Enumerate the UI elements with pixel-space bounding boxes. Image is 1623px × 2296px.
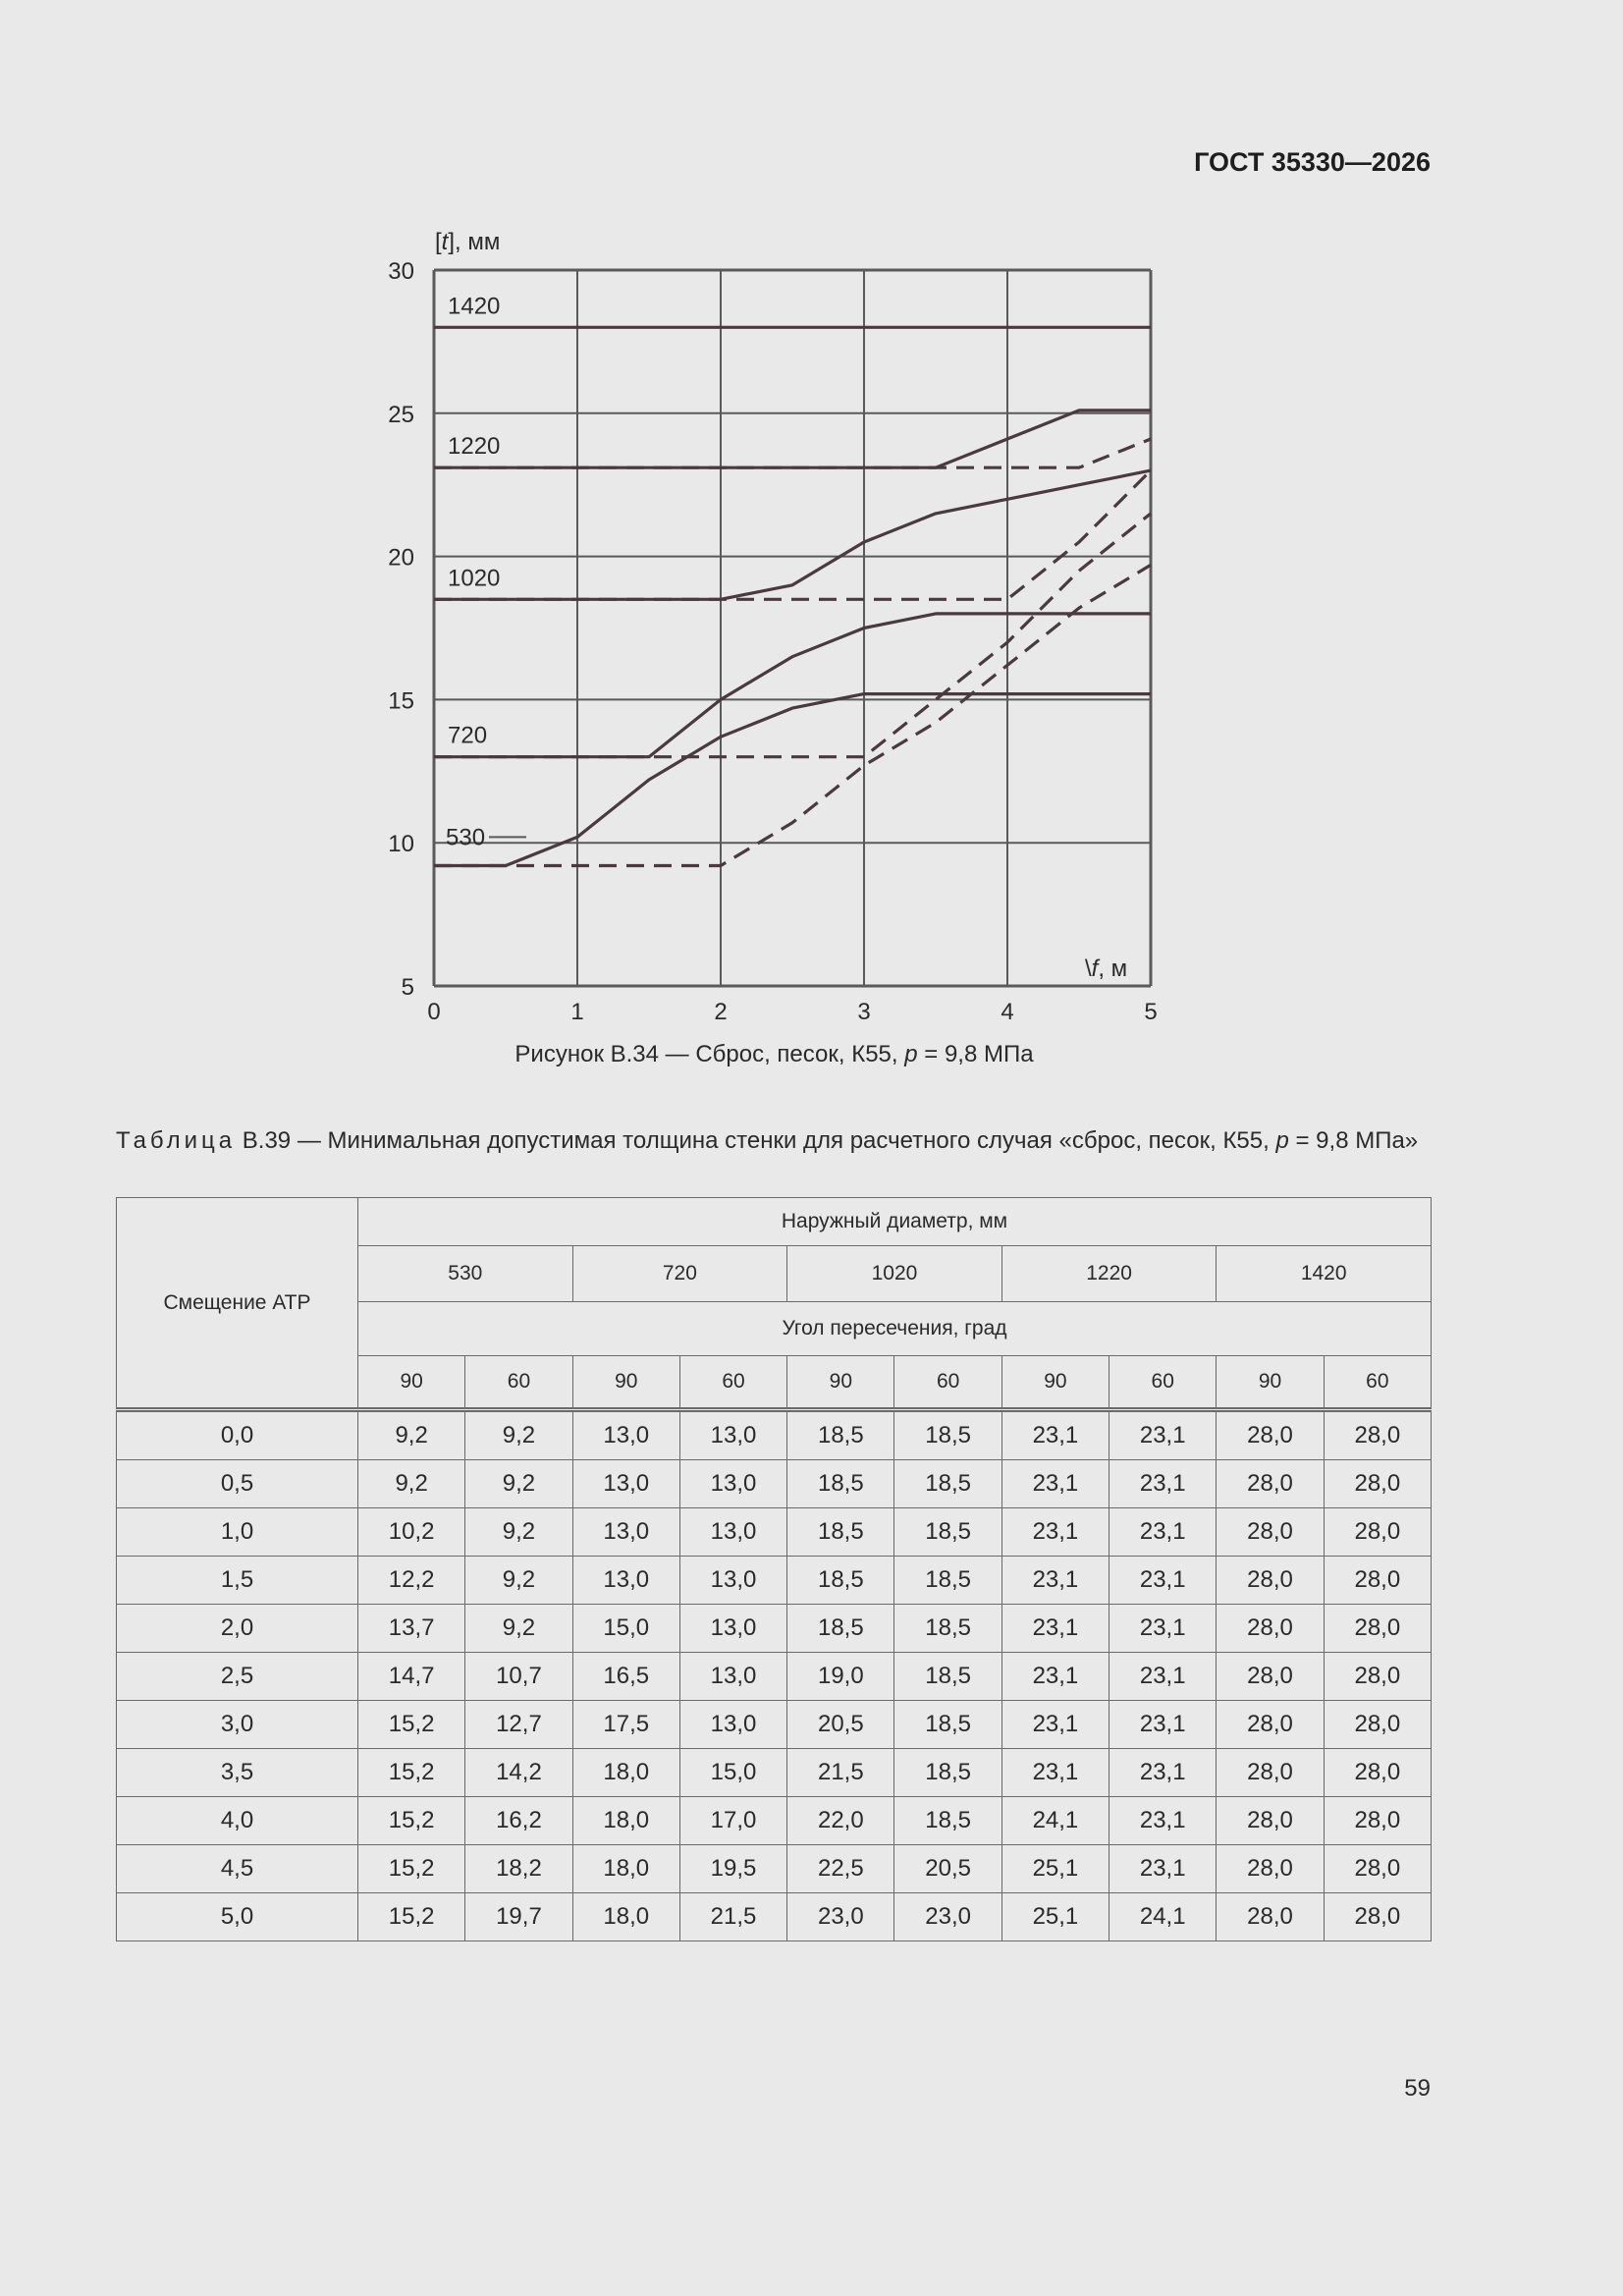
thickness-cell: 24,1 (1001, 1797, 1109, 1845)
table-row (117, 1749, 1432, 1797)
thickness-cell: 25,1 (1001, 1893, 1109, 1941)
table-label: Таблица (116, 1127, 237, 1154)
thickness-cell: 23,1 (1001, 1653, 1109, 1701)
thickness-cell: 19,5 (679, 1845, 786, 1893)
thickness-cell: 23,1 (1109, 1653, 1217, 1701)
y-axis-label: [t], мм (435, 229, 501, 255)
diameter-header-cell: 720 (572, 1246, 787, 1302)
thickness-cell: 28,0 (1324, 1797, 1431, 1845)
thickness-cell: 28,0 (1324, 1460, 1431, 1508)
thickness-cell: 28,0 (1217, 1410, 1324, 1460)
series-line-solid (434, 470, 1151, 599)
angle-cell: 60 (894, 1356, 1001, 1410)
thickness-cell: 17,0 (679, 1797, 786, 1845)
thickness-cell: 10,7 (465, 1653, 572, 1701)
offset-cell: 2,0 (117, 1605, 358, 1653)
thickness-cell: 19,0 (787, 1653, 894, 1701)
thickness-cell: 15,2 (358, 1893, 465, 1941)
thickness-cell: 18,5 (894, 1653, 1001, 1701)
thickness-cell: 23,1 (1001, 1749, 1109, 1797)
thickness-cell: 23,0 (894, 1893, 1001, 1941)
thickness-cell: 22,5 (787, 1845, 894, 1893)
angle-cell: 90 (572, 1356, 679, 1410)
table-row (117, 1653, 1432, 1701)
angle-cell: 60 (1324, 1356, 1431, 1410)
thickness-cell: 9,2 (465, 1460, 572, 1508)
thickness-cell: 18,0 (572, 1797, 679, 1845)
series-line-dashed (434, 565, 1151, 865)
angle-cell: 60 (465, 1356, 572, 1410)
thickness-cell: 23,1 (1109, 1797, 1217, 1845)
thickness-cell: 9,2 (465, 1557, 572, 1605)
thickness-cell: 28,0 (1217, 1460, 1324, 1508)
chart-labels (388, 258, 1157, 1025)
thickness-cell: 21,5 (679, 1893, 786, 1941)
thickness-cell: 15,2 (358, 1701, 465, 1749)
thickness-cell: 13,0 (572, 1557, 679, 1605)
thickness-cell: 23,1 (1109, 1508, 1217, 1557)
thickness-cell: 28,0 (1324, 1893, 1431, 1941)
thickness-cell: 28,0 (1217, 1845, 1324, 1893)
chart-series (434, 327, 1151, 865)
thickness-cell: 28,0 (1217, 1653, 1324, 1701)
thickness-cell: 19,7 (465, 1893, 572, 1941)
thickness-cell: 22,0 (787, 1797, 894, 1845)
x-tick-label: 1 (570, 999, 584, 1025)
x-tick-label: 2 (714, 999, 728, 1025)
thickness-cell: 23,1 (1109, 1605, 1217, 1653)
thickness-cell: 23,1 (1109, 1410, 1217, 1460)
angle-cell: 90 (1217, 1356, 1324, 1410)
offset-cell: 4,0 (117, 1797, 358, 1845)
thickness-cell: 28,0 (1324, 1410, 1431, 1460)
diameter-header-cell: 1420 (1217, 1246, 1432, 1302)
thickness-cell: 15,0 (572, 1605, 679, 1653)
thickness-cell: 18,5 (894, 1605, 1001, 1653)
thickness-cell: 12,7 (465, 1701, 572, 1749)
thickness-cell: 18,5 (894, 1797, 1001, 1845)
thickness-cell: 13,0 (679, 1508, 786, 1557)
thickness-cell: 23,1 (1001, 1701, 1109, 1749)
series-line-solid (434, 694, 1151, 866)
thickness-cell: 18,5 (894, 1460, 1001, 1508)
thickness-cell: 14,7 (358, 1653, 465, 1701)
thickness-cell: 28,0 (1217, 1605, 1324, 1653)
thickness-cell: 18,5 (894, 1508, 1001, 1557)
thickness-cell: 9,2 (465, 1605, 572, 1653)
series-line-solid (434, 410, 1151, 467)
y-tick-label: 15 (388, 687, 414, 715)
thickness-cell: 20,5 (787, 1701, 894, 1749)
thickness-cell: 28,0 (1217, 1557, 1324, 1605)
series-line-dashed (434, 470, 1151, 599)
diameter-label: 1420 (448, 293, 501, 320)
figure-caption: Рисунок В.34 — Сброс, песок, К55, p = 9,8 МПа (514, 1041, 1034, 1067)
thickness-cell: 21,5 (787, 1749, 894, 1797)
thickness-cell: 13,0 (572, 1460, 679, 1508)
table-row (117, 1845, 1432, 1893)
page-number: 59 (1404, 2075, 1431, 2102)
thickness-cell: 23,1 (1001, 1605, 1109, 1653)
angle-cell: 90 (358, 1356, 465, 1410)
thickness-cell: 9,2 (465, 1410, 572, 1460)
thickness-cell: 15,2 (358, 1797, 465, 1845)
thickness-cell: 14,2 (465, 1749, 572, 1797)
standard-designation: ГОСТ 35330—2026 (1194, 147, 1431, 177)
chart-grid (434, 270, 1151, 986)
thickness-cell: 18,0 (572, 1893, 679, 1941)
angle-header-cell: Угол пересечения, град (358, 1302, 1432, 1356)
y-tick-label: 30 (388, 258, 414, 285)
offset-cell: 0,5 (117, 1460, 358, 1508)
x-axis-label: \f, м (1085, 956, 1128, 982)
thickness-cell: 18,5 (787, 1557, 894, 1605)
diameter-header-cell: 1220 (1001, 1246, 1217, 1302)
thickness-cell: 10,2 (358, 1508, 465, 1557)
x-tick-label: 3 (857, 999, 871, 1025)
thickness-cell: 18,0 (572, 1845, 679, 1893)
thickness-cell: 16,2 (465, 1797, 572, 1845)
thickness-cell: 13,0 (679, 1410, 786, 1460)
thickness-cell: 25,1 (1001, 1845, 1109, 1893)
offset-cell: 0,0 (117, 1410, 358, 1460)
y-tick-label: 5 (401, 974, 414, 1001)
thickness-cell: 18,5 (894, 1701, 1001, 1749)
thickness-cell: 18,2 (465, 1845, 572, 1893)
offset-cell: 3,5 (117, 1749, 358, 1797)
angle-cell: 90 (787, 1356, 894, 1410)
group-header-cell: Наружный диаметр, мм (358, 1198, 1432, 1246)
thickness-cell: 28,0 (1217, 1893, 1324, 1941)
thickness-cell: 24,1 (1109, 1893, 1217, 1941)
thickness-cell: 28,0 (1324, 1557, 1431, 1605)
offset-cell: 5,0 (117, 1893, 358, 1941)
table-row (117, 1893, 1432, 1941)
thickness-cell: 9,2 (358, 1460, 465, 1508)
thickness-cell: 18,5 (894, 1749, 1001, 1797)
table-row (117, 1605, 1432, 1653)
diameter-label: 530 (446, 824, 486, 851)
diameter-header-cell: 530 (358, 1246, 573, 1302)
table-row (117, 1460, 1432, 1508)
thickness-cell: 9,2 (358, 1410, 465, 1460)
offset-cell: 4,5 (117, 1845, 358, 1893)
thickness-cell: 13,0 (679, 1701, 786, 1749)
thickness-cell: 18,0 (572, 1749, 679, 1797)
y-tick-label: 20 (388, 544, 414, 572)
table-row (117, 1410, 1432, 1460)
thickness-cell: 18,5 (894, 1410, 1001, 1460)
x-tick-label: 0 (427, 999, 441, 1025)
thickness-cell: 13,0 (679, 1605, 786, 1653)
x-tick-label: 5 (1144, 999, 1158, 1025)
thickness-cell: 28,0 (1324, 1653, 1431, 1701)
thickness-cell: 13,0 (679, 1460, 786, 1508)
thickness-cell: 28,0 (1217, 1701, 1324, 1749)
series-line-dashed (434, 514, 1151, 757)
table-row (117, 1797, 1432, 1845)
thickness-cell: 15,2 (358, 1749, 465, 1797)
thickness-cell: 16,5 (572, 1653, 679, 1701)
offset-cell: 3,0 (117, 1701, 358, 1749)
table-row (117, 1557, 1432, 1605)
thickness-cell: 18,5 (894, 1557, 1001, 1605)
thickness-cell: 23,1 (1001, 1460, 1109, 1508)
thickness-cell: 28,0 (1324, 1508, 1431, 1557)
series-line-solid (434, 614, 1151, 757)
thickness-cell: 28,0 (1324, 1749, 1431, 1797)
x-tick-label: 4 (1001, 999, 1014, 1025)
thickness-cell: 18,5 (787, 1605, 894, 1653)
thickness-cell: 23,1 (1109, 1460, 1217, 1508)
thickness-cell: 18,5 (787, 1508, 894, 1557)
thickness-cell: 12,2 (358, 1557, 465, 1605)
thickness-cell: 13,0 (679, 1557, 786, 1605)
thickness-cell: 23,1 (1001, 1410, 1109, 1460)
table-row (117, 1701, 1432, 1749)
row-header-cell: Смещение АТР (117, 1198, 358, 1410)
diameter-header-cell: 1020 (787, 1246, 1002, 1302)
thickness-cell: 28,0 (1324, 1701, 1431, 1749)
thickness-table (116, 1197, 1432, 1941)
diameter-label: 1220 (448, 433, 501, 461)
thickness-cell: 23,1 (1001, 1557, 1109, 1605)
thickness-cell: 20,5 (894, 1845, 1001, 1893)
table-title: Таблица В.39 — Минимальная допустимая толщина стенки для расчетного случая «сброс, песок, К55, p = 9,8 МПа» (116, 1127, 1419, 1154)
series-line-dashed (434, 439, 1151, 467)
diameter-label: 1020 (448, 565, 501, 592)
thickness-cell: 28,0 (1217, 1749, 1324, 1797)
thickness-cell: 17,5 (572, 1701, 679, 1749)
thickness-cell: 9,2 (465, 1508, 572, 1557)
thickness-cell: 23,1 (1001, 1508, 1109, 1557)
thickness-cell: 23,1 (1109, 1845, 1217, 1893)
angle-cell: 60 (679, 1356, 786, 1410)
diameter-label: 720 (448, 722, 488, 749)
offset-cell: 1,0 (117, 1508, 358, 1557)
angle-cell: 60 (1109, 1356, 1217, 1410)
thickness-cell: 28,0 (1217, 1508, 1324, 1557)
thickness-cell: 18,5 (787, 1460, 894, 1508)
thickness-cell: 13,0 (679, 1653, 786, 1701)
offset-cell: 1,5 (117, 1557, 358, 1605)
offset-cell: 2,5 (117, 1653, 358, 1701)
thickness-cell: 23,1 (1109, 1749, 1217, 1797)
thickness-cell: 28,0 (1324, 1845, 1431, 1893)
thickness-chart (0, 0, 1623, 1041)
y-tick-label: 25 (388, 401, 414, 428)
angle-cell: 90 (1001, 1356, 1109, 1410)
thickness-cell: 15,0 (679, 1749, 786, 1797)
thickness-cell: 13,0 (572, 1508, 679, 1557)
thickness-cell: 28,0 (1324, 1605, 1431, 1653)
thickness-cell: 23,0 (787, 1893, 894, 1941)
thickness-cell: 28,0 (1217, 1797, 1324, 1845)
thickness-cell: 15,2 (358, 1845, 465, 1893)
thickness-cell: 13,7 (358, 1605, 465, 1653)
thickness-cell: 18,5 (787, 1410, 894, 1460)
thickness-cell: 23,1 (1109, 1557, 1217, 1605)
y-tick-label: 10 (388, 831, 414, 858)
table-row (117, 1508, 1432, 1557)
thickness-cell: 23,1 (1109, 1701, 1217, 1749)
thickness-cell: 13,0 (572, 1410, 679, 1460)
